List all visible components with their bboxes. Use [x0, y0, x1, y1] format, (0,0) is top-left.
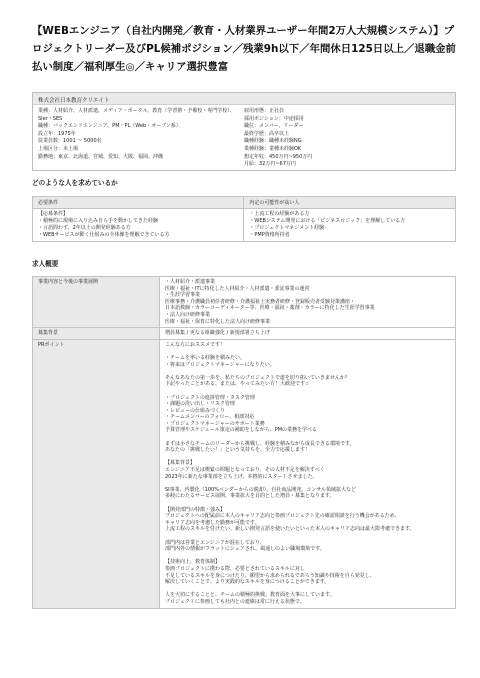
required-line: 【応募条件】 [38, 211, 69, 217]
preferred-header: 内定の可能性が高い人 [244, 197, 456, 209]
content-line [165, 388, 450, 395]
preferred-cell [244, 209, 456, 242]
content-line: 上流工程のスキルを付けたい、新しい開発言語を使いたいといった本人のキャリア志向は最大限考慮できます。 [165, 526, 415, 533]
content-line: 【開発部門の特徴・強み】 [165, 506, 226, 513]
required-line: ・WEBサービスが動く仕組みの全体像を理解できている方 [38, 232, 170, 238]
row-label: PRポイント [33, 339, 160, 608]
content-line: ・チームを率いる経験を積みたい。 [165, 354, 246, 361]
content-line: 下記やったことがある、または、やってみたい方！大歓迎です☆ [165, 381, 310, 388]
content-line: ・課題の洗い出し・リスク管理 [165, 401, 235, 408]
company-detail-line: 最終学歴：高卒以上 [244, 130, 290, 137]
requirements-table [32, 196, 456, 242]
company-details-left [38, 108, 244, 169]
company-detail-line: 雇用形態：正社員 [244, 108, 285, 114]
content-line: 医療事務・介護職員初任者研修・介護福祉士実務者研修・登録販売者受験対策講座・ [165, 298, 356, 305]
company-name: 株式会社日本教育クリエイト [33, 93, 455, 105]
table-row [33, 339, 456, 608]
company-detail-line: 勤務地：東京、北海道、宮城、愛知、大阪、福岡、沖縄 [38, 153, 164, 160]
content-line: 多岐にわたるサービス展開、事業拡大を目的とした増員・募集となります。 [165, 493, 335, 500]
company-detail-line: 採用ポジション：中途採用 [244, 115, 304, 122]
row-content [160, 277, 456, 328]
job-title: 【WEBエンジニア（自社内開発／教育・人材業界ユーザー年間2万人大規模システム）】プロジェクトリーダー及びPL候補ポジション／残業9h以下／年間休日125日以上／退職金前払い制度／福利厚生◎／キャリア選択豊富 [32, 25, 456, 73]
company-detail-line: 従業員数：1001 ～ 5000名 [38, 138, 102, 145]
content-line: ・レビューの仕組みづくり [165, 407, 225, 414]
required-header: 必要条件 [33, 197, 244, 209]
content-line: 参画プロジェクトに携わる際、必要とされているスキルに対し [165, 565, 305, 572]
required-cell [33, 209, 244, 242]
content-line: 人を大切にすることと、チームの積極的挑戦、教育面を大事にしています。 [165, 592, 335, 599]
content-line: 部門内は営業とエンジニアが混在しており、 [165, 539, 265, 546]
content-line: ・生涯学習事業 [165, 292, 201, 299]
content-line: 部門内外の情報がフラットにシェアされ、風通しのよい職場環境です。 [165, 546, 325, 553]
content-line: SI事業、内製化（100%ベンダーからの脱却）、自社商品開発、コンサル領域拡大など [165, 486, 356, 493]
row-content [160, 328, 456, 340]
preferred-line: ・WEBシステム開発における「ビジネスロジック」を理解している方 [249, 218, 406, 224]
content-line: ・人材紹介・派遣事業 [165, 279, 216, 285]
content-line: 増員募集 / 更なる組織強化 / 新規部署立ち上げ [165, 330, 270, 337]
content-line [165, 533, 450, 540]
content-line: あなたの「挑戦したい！」という気持ちを、全力で応援します！ [165, 447, 311, 454]
content-line: プロジェクトへの配属前に本人のキャリア志向と参画プロジェクト先の確認相談を行う機会があるため、 [165, 513, 400, 520]
company-detail-line: 職種：バックエンドエンジニア、PM・PL（Web・オープン系） [38, 123, 181, 130]
company-detail-line: 職位：メンバー、リーダー [244, 123, 304, 130]
content-line [165, 500, 450, 507]
content-line: ・将来はプロジェクトマネージャーになりたい。 [165, 361, 275, 368]
company-detail-line: 設立年：1975年 [38, 130, 76, 137]
company-details-right [244, 108, 450, 169]
content-line: まずは小さなチームのリーダーから挑戦し、経験を積みながら成長できる環境です。 [165, 440, 355, 447]
content-line: ・プロジェクトの進捗管理・タスク管理 [165, 394, 255, 401]
required-line: ・言語問わず、2年以上の開発経験ある方 [38, 225, 131, 231]
company-info-box [32, 92, 456, 171]
content-line: ・プロジェクトマネージャーのサポート業務 [165, 420, 265, 427]
company-detail-line: 想定年収：450万円~950万円 [244, 153, 313, 160]
company-detail-line: 上場区分：未上場 [38, 145, 79, 152]
content-line: 医療・福祉・保育に特化した法人向け研修事業 [165, 318, 271, 325]
content-line [165, 454, 450, 461]
content-line: 【技術向上、教育体制】 [165, 559, 221, 566]
content-line: ・チームメンバーのフォロー、相談対応 [165, 414, 255, 421]
content-line: 日本語教師・カラーコーディネーター等、医療・福祉・薬剤・カラーに特化した生涯学習事業 [165, 305, 375, 312]
content-line: そんなあなたの第一歩を、私たちのプロジェクトで道を切り拓いていきませんか？ [165, 374, 350, 381]
table-row [33, 328, 456, 340]
content-line: プロジェクトに参画しても社内との連絡は常に行える状態で、 [165, 598, 305, 605]
content-line: 【募集背景】 [165, 460, 196, 467]
content-line: 2023年に新たな事業部を立ち上げ、本格的にスタートさせました。 [165, 473, 318, 480]
row-label: 事業内容と今後の事業展開 [33, 277, 160, 328]
content-line [165, 480, 450, 487]
content-line: キャリア志向を考慮した勤務が可能です。 [165, 519, 260, 526]
content-line [165, 368, 450, 375]
company-detail-line: 業種経験：業種未経験OK [244, 145, 302, 152]
content-line: 不足しているスキルを身につけたり、願望から求められるであろう知識や技術を自ら発見し、 [165, 572, 375, 579]
section-heading-candidate: どのような人を求めているか [32, 179, 118, 187]
content-line: 解決していくことで、より実践的なスキルを身につけることができます。 [165, 579, 330, 586]
company-detail-line: SIer・SES [38, 115, 63, 122]
required-line: ・積極的に現場に入り込み自ら手を動かしてきた経験 [38, 218, 159, 224]
company-detail-line: 業種：人材紹介、人材派遣、メディア・ポータル、教育（学習塾・予備校・専門学校）、 [38, 108, 235, 114]
company-detail-line: 月給：32万円~67万円 [244, 161, 296, 168]
preferred-line: ・PMP資格所持者 [249, 232, 290, 238]
row-content [160, 339, 456, 608]
section-heading-job: 求人概要 [32, 260, 59, 268]
job-overview-table [32, 276, 456, 609]
company-detail-line: 職種経験：職種未経験NG [244, 138, 302, 145]
row-label: 募集背景 [33, 328, 160, 340]
content-line: 予算管理やスケジュール策定の補助をしながら、PMの業務を学べる [165, 427, 318, 434]
preferred-line: ・プロジェクトマネジメント経験 [249, 225, 325, 231]
preferred-line: ・上流工程の経験がある方 [249, 211, 310, 217]
content-line [165, 348, 450, 355]
content-line: こんな方におススメです！ [165, 341, 226, 348]
content-line: ・法人向け研修事業 [165, 311, 211, 318]
content-line: エンジニア不足は喫緊の問題となっており、その人材不足を解決すべく [165, 467, 325, 474]
content-line: 医療・福祉・ITに特化した人材紹介・人材派遣・委託事業の運営 [165, 285, 310, 292]
content-line [165, 434, 450, 441]
table-row [33, 277, 456, 328]
